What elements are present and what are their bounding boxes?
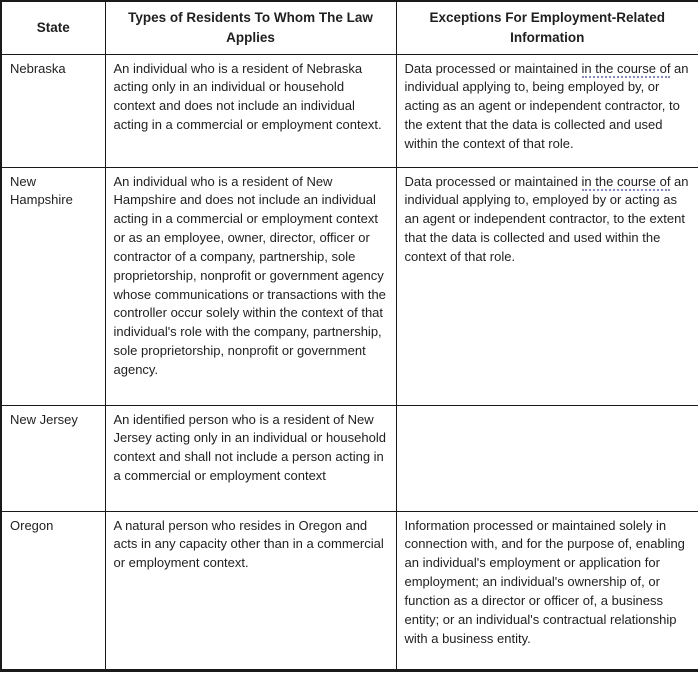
residents-cell: An individual who is a resident of New Hampshire and does not include an individual acting in a commercial or employment context or as an employee, owner, director, officer or contractor of a company, partnership, sole proprietorship, nonprofit or government agency whose communications or transactions with the controller occur solely within the context of that individual's role with the company, partnership, sole proprietorship, nonprofit or government agency. bbox=[105, 167, 396, 405]
grammar-suggestion-underline[interactable]: in the course of bbox=[582, 174, 671, 192]
header-cell-residents: Types of Residents To Whom The Law Applies bbox=[105, 1, 396, 54]
exceptions-text-prefix: Data processed or maintained bbox=[404, 173, 582, 189]
exceptions-text-suffix: an individual applying to, employed by or acting as an agent or independent contractor, to the extent that the data is collected and used within the context of that role. bbox=[404, 173, 689, 264]
residents-cell: An individual who is a resident of Nebraska acting only in an individual or household context and does not include an individual acting in a commercial or employment context. bbox=[105, 54, 396, 167]
table-row-oregon bbox=[1, 511, 698, 670]
state-cell: Nebraska bbox=[1, 54, 105, 167]
exceptions-cell-empty bbox=[396, 405, 698, 511]
exceptions-cell bbox=[396, 511, 698, 670]
table-header-row bbox=[1, 1, 698, 54]
exceptions-text-prefix: Information processed or maintained solely in connection with, and for the purpose of, enabling an individual's employment or application for employment; an individual's ownership of, or function as a director or officer of, a business entity; or an individual's contractual relationship with a business entity. bbox=[404, 517, 685, 646]
table-row-new-jersey bbox=[1, 405, 698, 511]
residents-cell: A natural person who resides in Oregon and acts in any capacity other than in a commercial or employment context. bbox=[105, 511, 396, 670]
state-cell: New Hampshire bbox=[1, 167, 105, 405]
header-cell-exceptions: Exceptions For Employment-Related Information bbox=[396, 1, 698, 54]
table-row-nebraska bbox=[1, 54, 698, 167]
exceptions-cell bbox=[396, 54, 698, 167]
residents-cell: An identified person who is a resident of New Jersey acting only in an individual or household context and shall not include a person acting in a commercial or employment context bbox=[105, 405, 396, 511]
state-cell: Oregon bbox=[1, 511, 105, 670]
grammar-suggestion-underline[interactable]: in the course of bbox=[582, 61, 671, 79]
state-cell: New Jersey bbox=[1, 405, 105, 511]
table-row-new-hampshire bbox=[1, 167, 698, 405]
exceptions-text-suffix: an individual applying to, being employed by, or acting as an agent or independent contractor, to the extent that the data is collected and used within the context of that role. bbox=[404, 60, 689, 151]
exceptions-cell bbox=[396, 167, 698, 405]
exceptions-text-prefix: Data processed or maintained bbox=[404, 60, 582, 76]
header-cell-state: State bbox=[1, 1, 105, 54]
